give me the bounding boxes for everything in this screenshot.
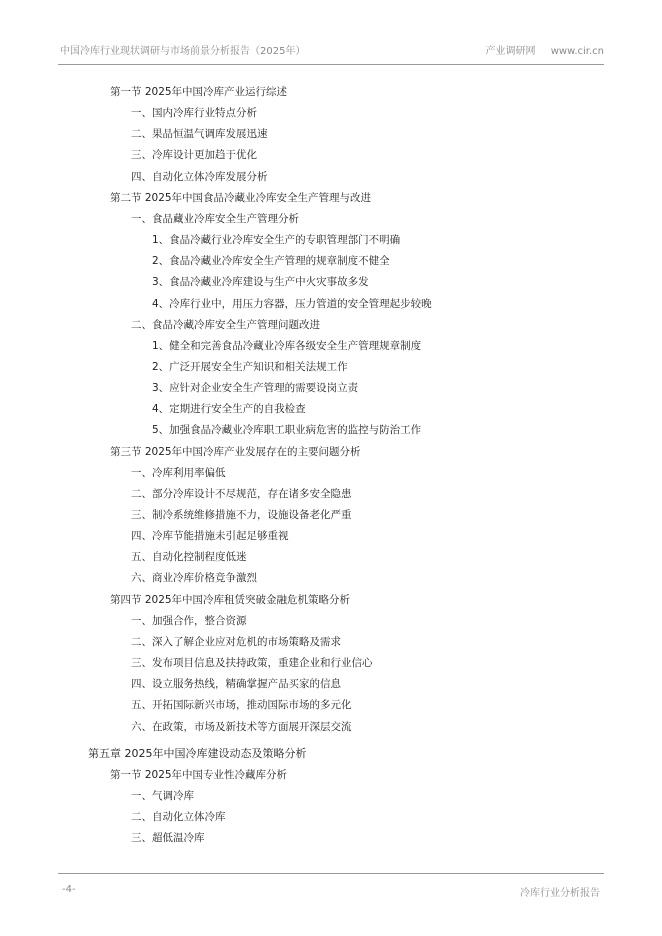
- toc-subsection: 六、商业冷库价格竞争激烈: [131, 572, 257, 585]
- header-site-url: www.cir.cn: [550, 46, 604, 57]
- toc-subsection: 一、国内冷库行业特点分析: [131, 107, 257, 120]
- toc-subsection: 三、制冷系统维修措施不力，设施设备老化严重: [131, 509, 352, 521]
- toc-subsection: 二、食品冷藏冷库安全生产管理问题改进: [131, 318, 320, 331]
- header-title: 中国冷库行业现状调研与市场前景分析报告（2025年）: [60, 46, 306, 57]
- toc-section: 第四节 2025年中国冷库租赁突破金融危机策略分析: [110, 593, 351, 606]
- toc-section: 第一节 2025年中国冷库产业运行综述: [110, 86, 288, 98]
- toc-subsection: 三、超低温冷库: [131, 832, 205, 845]
- toc-subsection: 四、设立服务热线，精确掌握产品买家的信息: [131, 678, 341, 691]
- toc-subsection: 一、食品藏业冷库安全生产管理分析: [131, 212, 299, 225]
- toc-item: 4、定期进行安全生产的自我检查: [152, 403, 306, 416]
- toc-item: 4、冷库行业中，用压力容器，压力管道的安全管理起步较晚: [152, 297, 432, 310]
- toc-subsection: 三、冷库设计更加趋于优化: [131, 149, 257, 162]
- toc-subsection: 四、自动化立体冷库发展分析: [131, 170, 268, 183]
- footer-doc-name: 冷库行业分析报告: [520, 888, 600, 899]
- toc-subsection: 四、冷库节能措施未引起足够重视: [131, 530, 289, 543]
- toc-subsection: 二、自动化立体冷库: [131, 811, 226, 824]
- page-number: -4-: [62, 884, 76, 895]
- toc-chapter: 第五章 2025年中国冷库建设动态及策略分析: [88, 746, 307, 760]
- toc-subsection: 三、发布项目信息及扶持政策，重建企业和行业信心: [131, 657, 373, 669]
- toc-item: 2、食品冷藏业冷库安全生产管理的规章制度不健全: [152, 255, 390, 268]
- toc-item: 1、食品冷藏行业冷库安全生产的专职管理部门不明确: [152, 234, 401, 247]
- toc-section: 第二节 2025年中国食品冷藏业冷库安全生产管理与改进: [110, 191, 372, 204]
- header-site-name: 产业调研网: [485, 46, 536, 57]
- header-divider: [58, 64, 604, 65]
- toc-subsection: 二、果品恒温气调库发展迅速: [131, 128, 268, 141]
- footer-divider: [58, 873, 604, 874]
- toc-subsection: 一、冷库利用率偏低: [131, 466, 226, 479]
- toc-subsection: 五、自动化控制程度低迷: [131, 551, 247, 564]
- toc-subsection: 五、开拓国际新兴市场，推动国际市场的多元化: [131, 699, 352, 712]
- toc-section: 第三节 2025年中国冷库产业发展存在的主要问题分析: [110, 445, 361, 458]
- toc-subsection: 六、在政策，市场及新技术等方面展开深层交流: [131, 720, 352, 733]
- toc-item: 2、广泛开展安全生产知识和相关法规工作: [152, 361, 348, 373]
- toc-item: 3、应针对企业安全生产管理的需要设岗立责: [152, 382, 359, 395]
- toc-subsection: 一、气调冷库: [131, 789, 194, 802]
- toc-item: 5、加强食品冷藏业冷库职工职业病危害的监控与防治工作: [152, 424, 422, 437]
- header-site: [486, 42, 604, 57]
- toc-subsection: 二、深入了解企业应对危机的市场策略及需求: [131, 635, 341, 648]
- toc-subsection: 一、加强合作，整合资源: [131, 614, 247, 627]
- toc-section: 第一节 2025年中国专业性冷藏库分析: [110, 768, 288, 781]
- toc-item: 1、健全和完善食品冷藏业冷库各级安全生产管理规章制度: [152, 339, 422, 352]
- toc-subsection: 二、部分冷库设计不尽规范，存在诸多安全隐患: [131, 487, 352, 500]
- toc-item: 3、食品冷藏业冷库建设与生产中火灾事故多发: [152, 276, 369, 289]
